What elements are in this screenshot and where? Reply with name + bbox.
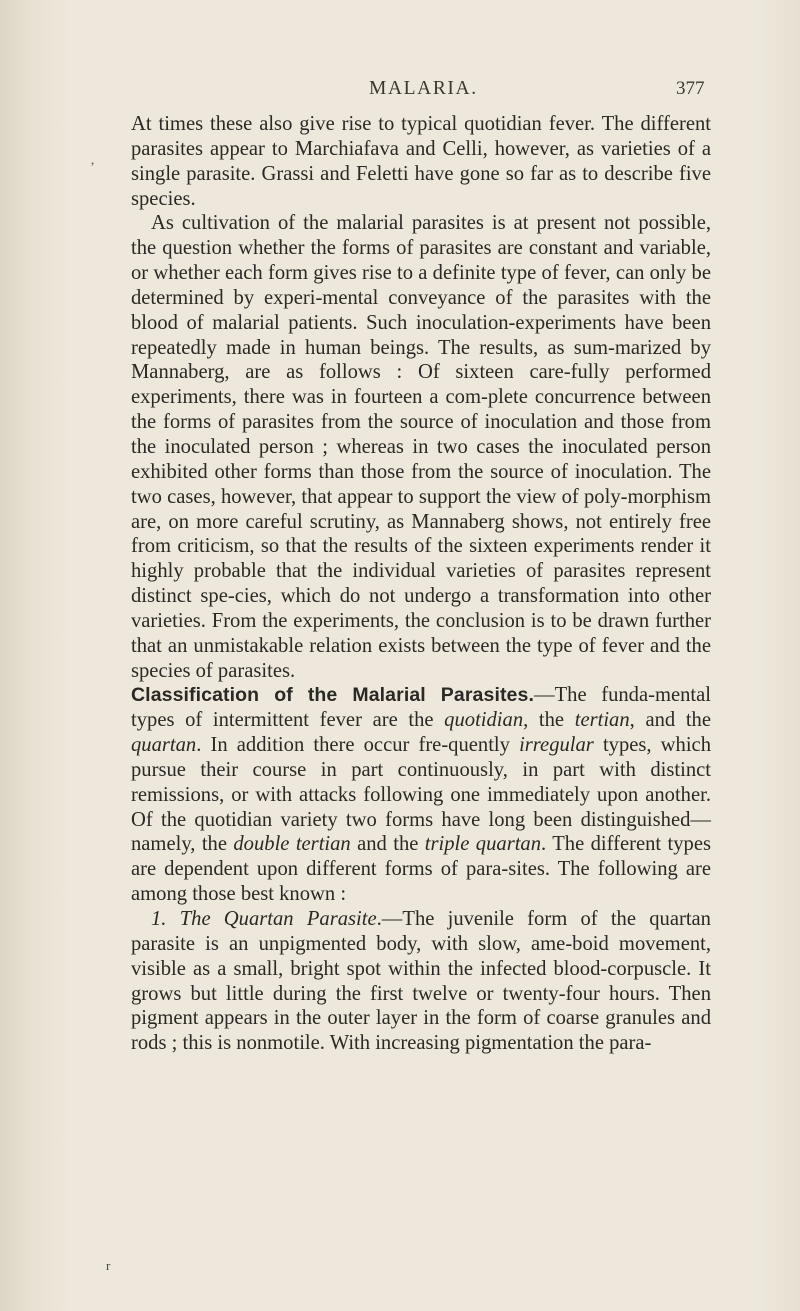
margin-mark: , [91,152,95,167]
section-heading: Classification of the Malarial Parasites. [131,684,534,707]
subsection-title: The Quartan Parasite [179,908,377,930]
term-irregular: irregular [519,734,594,757]
list-number: 1. [151,908,167,930]
term-quotidian: quotidian [444,709,524,732]
paragraph-classification: Classification of the Malarial Parasites.—The funda-mental types of intermittent fever are the quotidian, the tertian, and the quartan. In addition there occur fre-quently irregular types, which pursue their course in part continuously, in part with distinct remissions, or with attacks following one immediately upon another. Of the quotidian variety two forms have long been distinguished—namely, the double tertian and the triple quartan. The different types are dependent upon different forms of para-sites. The following are among those best known : [131,684,712,906]
paragraph-inoculation: As cultivation of the malarial parasites is at present not possible, the question whether the forms of parasites are constant and variable, or whether each form gives rise to a definite type of fever, can only be determined by experi-mental conveyance of the parasites with the blood of malarial patients. Such inoculation-experiments have been repeatedly made in human beings. The results, as sum-marized by Mannaberg, are as follows : Of sixteen care-fully performed experiments, there was in fourteen a com-plete concurrence between the forms of parasites from the source of inoculation and those from the inoculated person ; whereas in two cases the inoculated person exhibited other forms than those from the source of inoculation. The two cases, however, that appear to support the view of poly-morphism are, on more careful scrutiny, as Mannaberg shows, not entirely free from criticism, so that the results of the sixteen experiments render it highly probable that the individual varieties of parasites represent distinct spe-cies, which do not undergo a transformation into other varieties. From the experiments, the conclusion is to be drawn further that an unmistakable relation exists between the type of fever and the species of parasites. [131,212,711,682]
body-text [131,112,711,1056]
term-triple-quartan: triple quartan [424,833,542,856]
running-head-title: MALARIA. [369,78,478,99]
paragraph-quotidian: At times these also give rise to typical quotidian fever. The different parasites appear to Marchiafava and Celli, however, as varieties of a single parasite. Grassi and Feletti have gone so far as to describe five species. [131,113,711,210]
running-head [0,74,800,104]
page-number: 377 [676,78,705,99]
margin-mark: r [106,1258,111,1273]
paragraph-quartan-parasite: 1. The Quartan Parasite.—The juvenile form of the quartan parasite is an unpigmented body, with slow, ame-boid movement, visible as a small, bright spot within the infected blood-corpuscle. It grows but little during the first twelve or twenty-four hours. Then pigment appears in the outer layer in the form of coarse granules and rods ; this is nonmotile. With increasing pigmentation the para- [131,908,711,1055]
term-tertian: tertian [574,709,630,732]
term-quartan: quartan [131,734,197,757]
term-double-tertian: double tertian [233,833,351,856]
